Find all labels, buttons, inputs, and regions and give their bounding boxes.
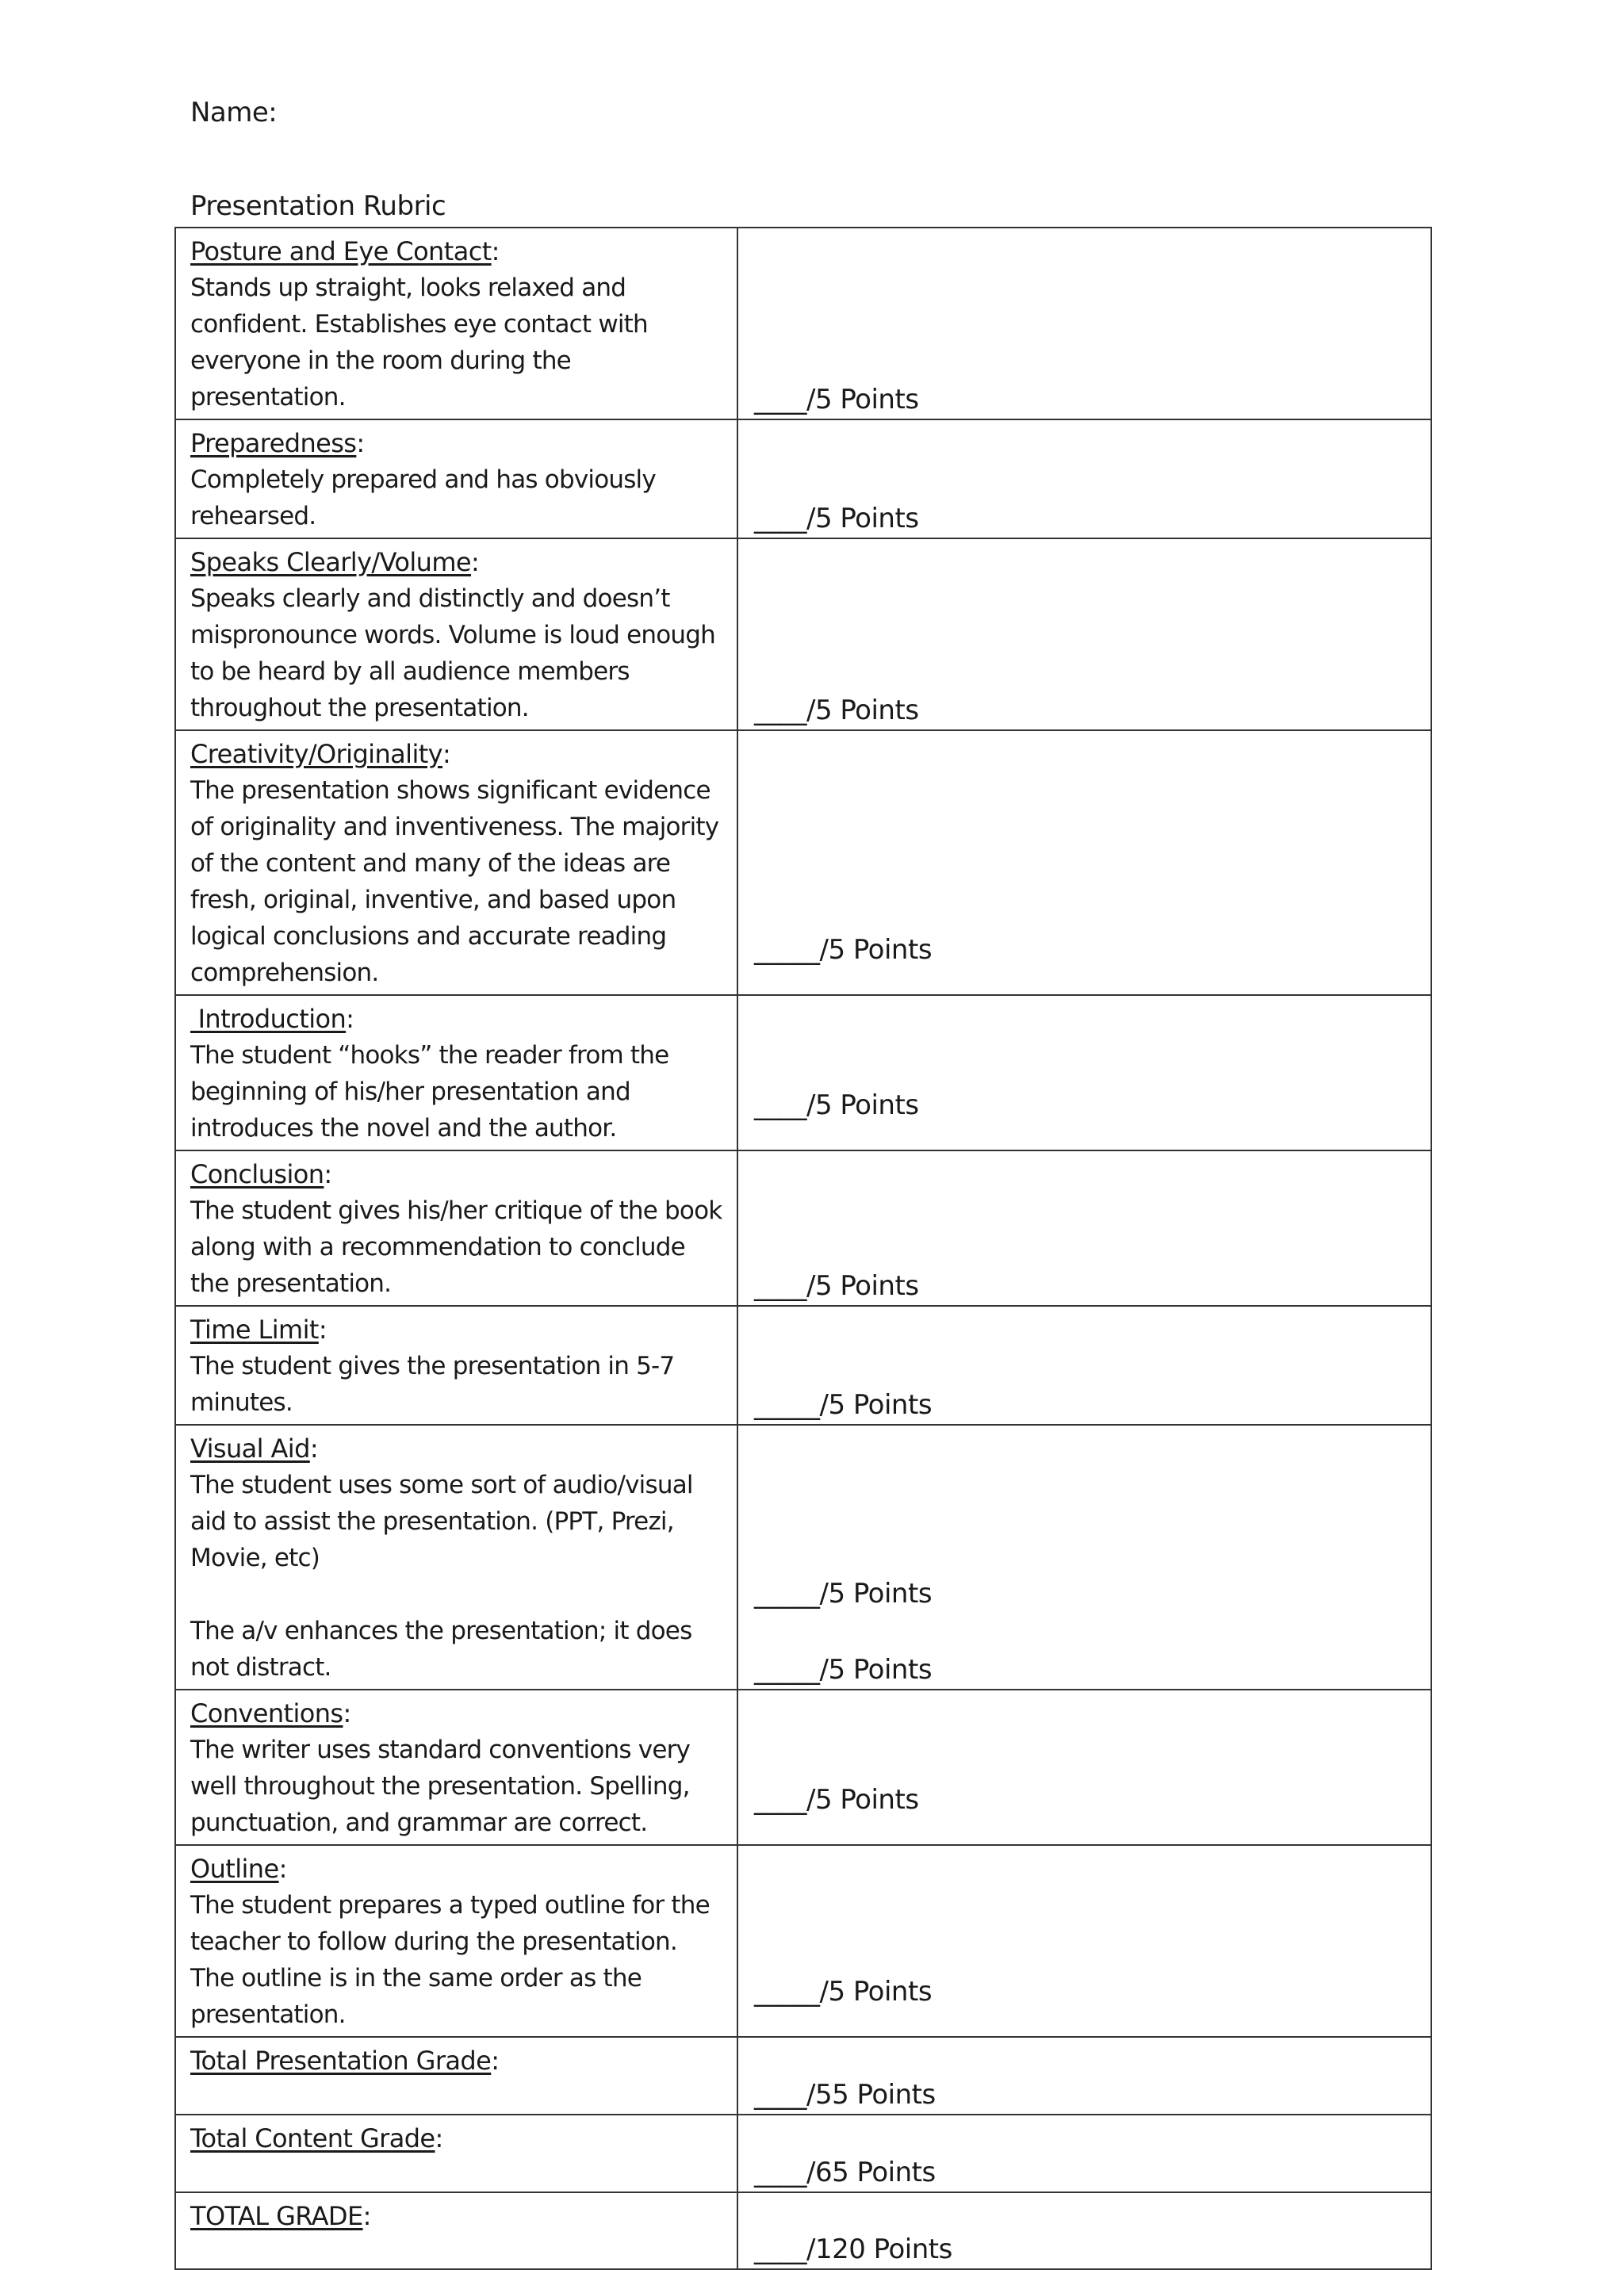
- name-label: Name:: [190, 97, 278, 128]
- criterion-title: Time Limit: [190, 1315, 319, 1345]
- criterion-cell: Conventions: The writer uses standard conventions very well throughout the presentation. Spelling, punctuation, and grammar are correct.: [175, 1690, 737, 1845]
- score-cell: [737, 419, 1431, 538]
- score-blank[interactable]: ____/65 Points: [754, 2157, 936, 2188]
- criterion-cell: Introduction: The student “hooks” the reader from the beginning of his/her presentation and introduces the novel and the author.: [175, 995, 737, 1150]
- rubric-row-visual-aid: [175, 1425, 1431, 1690]
- score-cell: [737, 1845, 1431, 2037]
- score-blank[interactable]: ____/55 Points: [754, 2079, 936, 2111]
- score-cell: [737, 995, 1431, 1150]
- criterion-cell: TOTAL GRADE:: [175, 2192, 737, 2269]
- criterion-title: TOTAL GRADE: [190, 2201, 363, 2231]
- criterion-title: Introduction: [190, 1004, 347, 1034]
- criterion-title: Total Content Grade: [190, 2123, 435, 2153]
- criterion-cell: Outline: The student prepares a typed outline for the teacher to follow during the presentation. The outline is in the same order as the presentation.: [175, 1845, 737, 2037]
- rubric-row-posture: [175, 228, 1431, 419]
- score-blank[interactable]: _____/5 Points: [754, 1389, 933, 1421]
- criterion-cell: Preparedness: Completely prepared and has obviously rehearsed.: [175, 419, 737, 538]
- criterion-description: The student uses some sort of audio/visual aid to assist the presentation. (PPT, Prezi, Movie, etc): [190, 1471, 693, 1572]
- criterion-description: The student “hooks” the reader from the beginning of his/her presentation and introduces the novel and the author.: [190, 1041, 669, 1143]
- rubric-row-total-content: [175, 2115, 1431, 2192]
- score-blank[interactable]: ____/120 Points: [754, 2234, 952, 2265]
- score-blank-2[interactable]: _____/5 Points: [754, 1654, 933, 1686]
- rubric-row-total-grade: [175, 2192, 1431, 2269]
- rubric-row-speaks-clearly: [175, 538, 1431, 730]
- score-cell: [737, 1306, 1431, 1425]
- score-cell: [737, 1425, 1431, 1690]
- criterion-cell: Conclusion: The student gives his/her critique of the book along with a recommendation to conclude the presentation.: [175, 1150, 737, 1306]
- criterion-title: Preparedness: [190, 428, 357, 458]
- score-blank[interactable]: ____/5 Points: [754, 1270, 919, 1302]
- criterion-title: Outline: [190, 1854, 279, 1884]
- criterion-cell: Time Limit: The student gives the presentation in 5-7 minutes.: [175, 1306, 737, 1425]
- criterion-cell: Creativity/Originality: The presentation shows significant evidence of originality and inventiveness. The majority of the content and many of the ideas are fresh, original, inventive, and based upon logical conclusions and accurate reading comprehension.: [175, 730, 737, 995]
- criterion-title: Posture and Eye Contact: [190, 236, 492, 266]
- score-cell: [737, 228, 1431, 419]
- criterion-description: The student gives his/her critique of the book along with a recommendation to conclude the presentation.: [190, 1196, 722, 1298]
- score-cell: [737, 730, 1431, 995]
- criterion-description: The writer uses standard conventions very well throughout the presentation. Spelling, punctuation, and grammar are correct.: [190, 1736, 691, 1837]
- rubric-row-preparedness: [175, 419, 1431, 538]
- criterion-title: Conclusion: [190, 1159, 324, 1189]
- score-cell: [737, 1150, 1431, 1306]
- score-blank[interactable]: ____/5 Points: [754, 503, 919, 534]
- score-blank[interactable]: ____/5 Points: [754, 1089, 919, 1121]
- score-cell: [737, 538, 1431, 730]
- criterion-title: Speaks Clearly/Volume: [190, 547, 472, 577]
- criterion-title: Visual Aid: [190, 1434, 310, 1464]
- criterion-cell: Total Content Grade:: [175, 2115, 737, 2192]
- score-cell: [737, 2192, 1431, 2269]
- criterion-title: Total Presentation Grade: [190, 2046, 492, 2076]
- rubric-row-conventions: [175, 1690, 1431, 1845]
- criterion-title: Creativity/Originality: [190, 739, 443, 769]
- score-blank[interactable]: _____/5 Points: [754, 1578, 933, 1610]
- criterion-extra-description: The a/v enhances the presentation; it does not distract.: [190, 1617, 692, 1682]
- rubric-row-creativity: [175, 730, 1431, 995]
- score-cell: [737, 2037, 1431, 2115]
- criterion-cell: Total Presentation Grade:: [175, 2037, 737, 2115]
- criterion-cell: Visual Aid: The student uses some sort of audio/visual aid to assist the presentation. (PPT, Prezi, Movie, etc) The a/v enhances the presentation; it does not distract.: [175, 1425, 737, 1690]
- rubric-row-total-presentation: [175, 2037, 1431, 2115]
- rubric-table: [174, 227, 1432, 2270]
- score-cell: [737, 2115, 1431, 2192]
- score-blank[interactable]: ____/5 Points: [754, 1784, 919, 1816]
- criterion-description: Completely prepared and has obviously rehearsed.: [190, 465, 656, 530]
- criterion-description: The presentation shows significant evidence of originality and inventiveness. The majority of the content and many of the ideas are fresh, original, inventive, and based upon logical conclusions and accurate reading comprehension.: [190, 776, 719, 987]
- rubric-row-conclusion: [175, 1150, 1431, 1306]
- criterion-description: Stands up straight, looks relaxed and confident. Establishes eye contact with everyone in the room during the presentation.: [190, 274, 648, 412]
- score-cell: [737, 1690, 1431, 1845]
- criterion-description: The student gives the presentation in 5-7 minutes.: [190, 1352, 675, 1417]
- score-blank[interactable]: ____/5 Points: [754, 695, 919, 726]
- rubric-row-time-limit: [175, 1306, 1431, 1425]
- score-blank[interactable]: _____/5 Points: [754, 1976, 933, 2008]
- criterion-description: Speaks clearly and distinctly and doesn’t mispronounce words. Volume is loud enough to be heard by all audience members throughout the presentation.: [190, 584, 715, 722]
- criterion-description: The student prepares a typed outline for the teacher to follow during the presentation. The outline is in the same order as the presentation.: [190, 1891, 710, 2029]
- criterion-cell: Speaks Clearly/Volume: Speaks clearly and distinctly and doesn’t mispronounce words. Volume is loud enough to be heard by all audience members throughout the presentation.: [175, 538, 737, 730]
- criterion-title: Conventions: [190, 1698, 343, 1728]
- rubric-title: Presentation Rubric: [190, 190, 446, 222]
- rubric-row-introduction: [175, 995, 1431, 1150]
- score-blank[interactable]: _____/5 Points: [754, 934, 933, 966]
- criterion-cell: Posture and Eye Contact: Stands up straight, looks relaxed and confident. Establishes eye contact with everyone in the room during the presentation.: [175, 228, 737, 419]
- score-blank[interactable]: ____/5 Points: [754, 384, 919, 415]
- rubric-row-outline: [175, 1845, 1431, 2037]
